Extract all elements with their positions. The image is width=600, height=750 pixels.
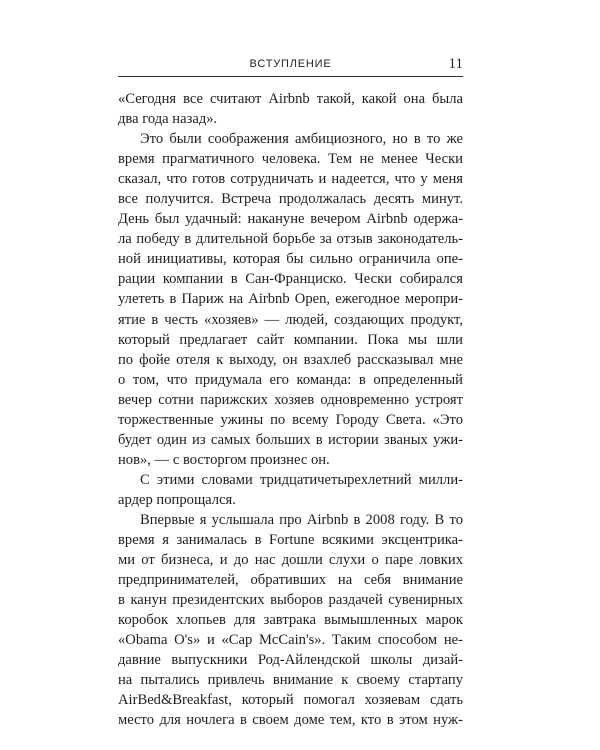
text-line: С этими словами тридцатичетырехлетний милли- <box>140 471 463 488</box>
text-line: День был удачный: накануне вечером Airbnb одержа- <box>118 211 463 228</box>
text-line: AirBed&Breakfast, который помогал хозяевам сдать <box>118 692 463 709</box>
text-line: вечер сотни парижских хозяев одновременно устроят <box>118 391 463 408</box>
text-line: торжественные ужины по всему Городу Света. «Это <box>118 411 463 428</box>
body-text <box>118 89 463 731</box>
text-line: два года назад». <box>118 111 218 128</box>
text-line: предпринимателей, обративших на себя внимание <box>118 572 463 589</box>
text-line: о том, что придумала его команда: в определенный <box>118 371 463 388</box>
text-line: ми от бизнеса, и до нас дошли слухи о паре ловких <box>118 552 463 569</box>
running-head <box>118 58 463 80</box>
text-line: место для ночлега в своем доме тем, кто в этом нуж- <box>118 712 463 729</box>
text-line: ардер попрощался. <box>118 491 236 508</box>
text-line: ятие в честь «хозяев» — людей, создающих продукт, <box>118 311 463 328</box>
text-line: «Obama O's» и «Cap McCain's». Таким способом не- <box>118 632 463 649</box>
text-line: давние выпускники Род-Айлендской школы дизай- <box>118 652 463 669</box>
text-line: все получится. Встреча продолжалась десять минут. <box>118 191 463 208</box>
text-line: нов», — с восторгом произнес он. <box>118 451 330 468</box>
text-line: сказал, что готов сотрудничать и надеется, что у меня <box>118 171 463 188</box>
text-line: время прагматичного человека. Тем не менее Чески <box>118 151 463 168</box>
text-line: ной инициативы, которая бы сильно ограничила опе- <box>118 251 463 268</box>
header-rule <box>118 76 463 77</box>
text-line: коробок хлопьев для завтрака вымышленных марок <box>118 612 463 629</box>
text-line: по фойе отеля к выходу, он взахлеб рассказывал мне <box>118 351 463 368</box>
page-number: 11 <box>448 56 463 72</box>
text-line: ла победу в длительной борьбе за отзыв законодатель- <box>118 231 463 248</box>
text-line: будет один из самых больших в истории званых ужи- <box>118 431 463 448</box>
text-line: который предлагает сайт компании. Пока мы шли <box>118 331 463 348</box>
text-line: в канун президентских выборов раздачей сувенирных <box>118 592 463 609</box>
text-line: Впервые я услышала про Airbnb в 2008 году. В то <box>140 511 463 528</box>
text-line: Это были соображения амбициозного, но в то же <box>140 131 463 148</box>
text-line: «Сегодня все считают Airbnb такой, какой она была <box>118 91 463 107</box>
text-line: улететь в Париж на Airbnb Open, ежегодное меропри- <box>118 291 463 308</box>
text-line: время я занималась в Fortune всякими эксцентрика- <box>118 532 463 549</box>
text-line: на пытались привлечь внимание к своему стартапу <box>118 672 463 689</box>
text-line: рации компании в Сан-Франциско. Чески собирался <box>118 271 463 288</box>
section-title: ВСТУПЛЕНИЕ <box>249 58 332 70</box>
